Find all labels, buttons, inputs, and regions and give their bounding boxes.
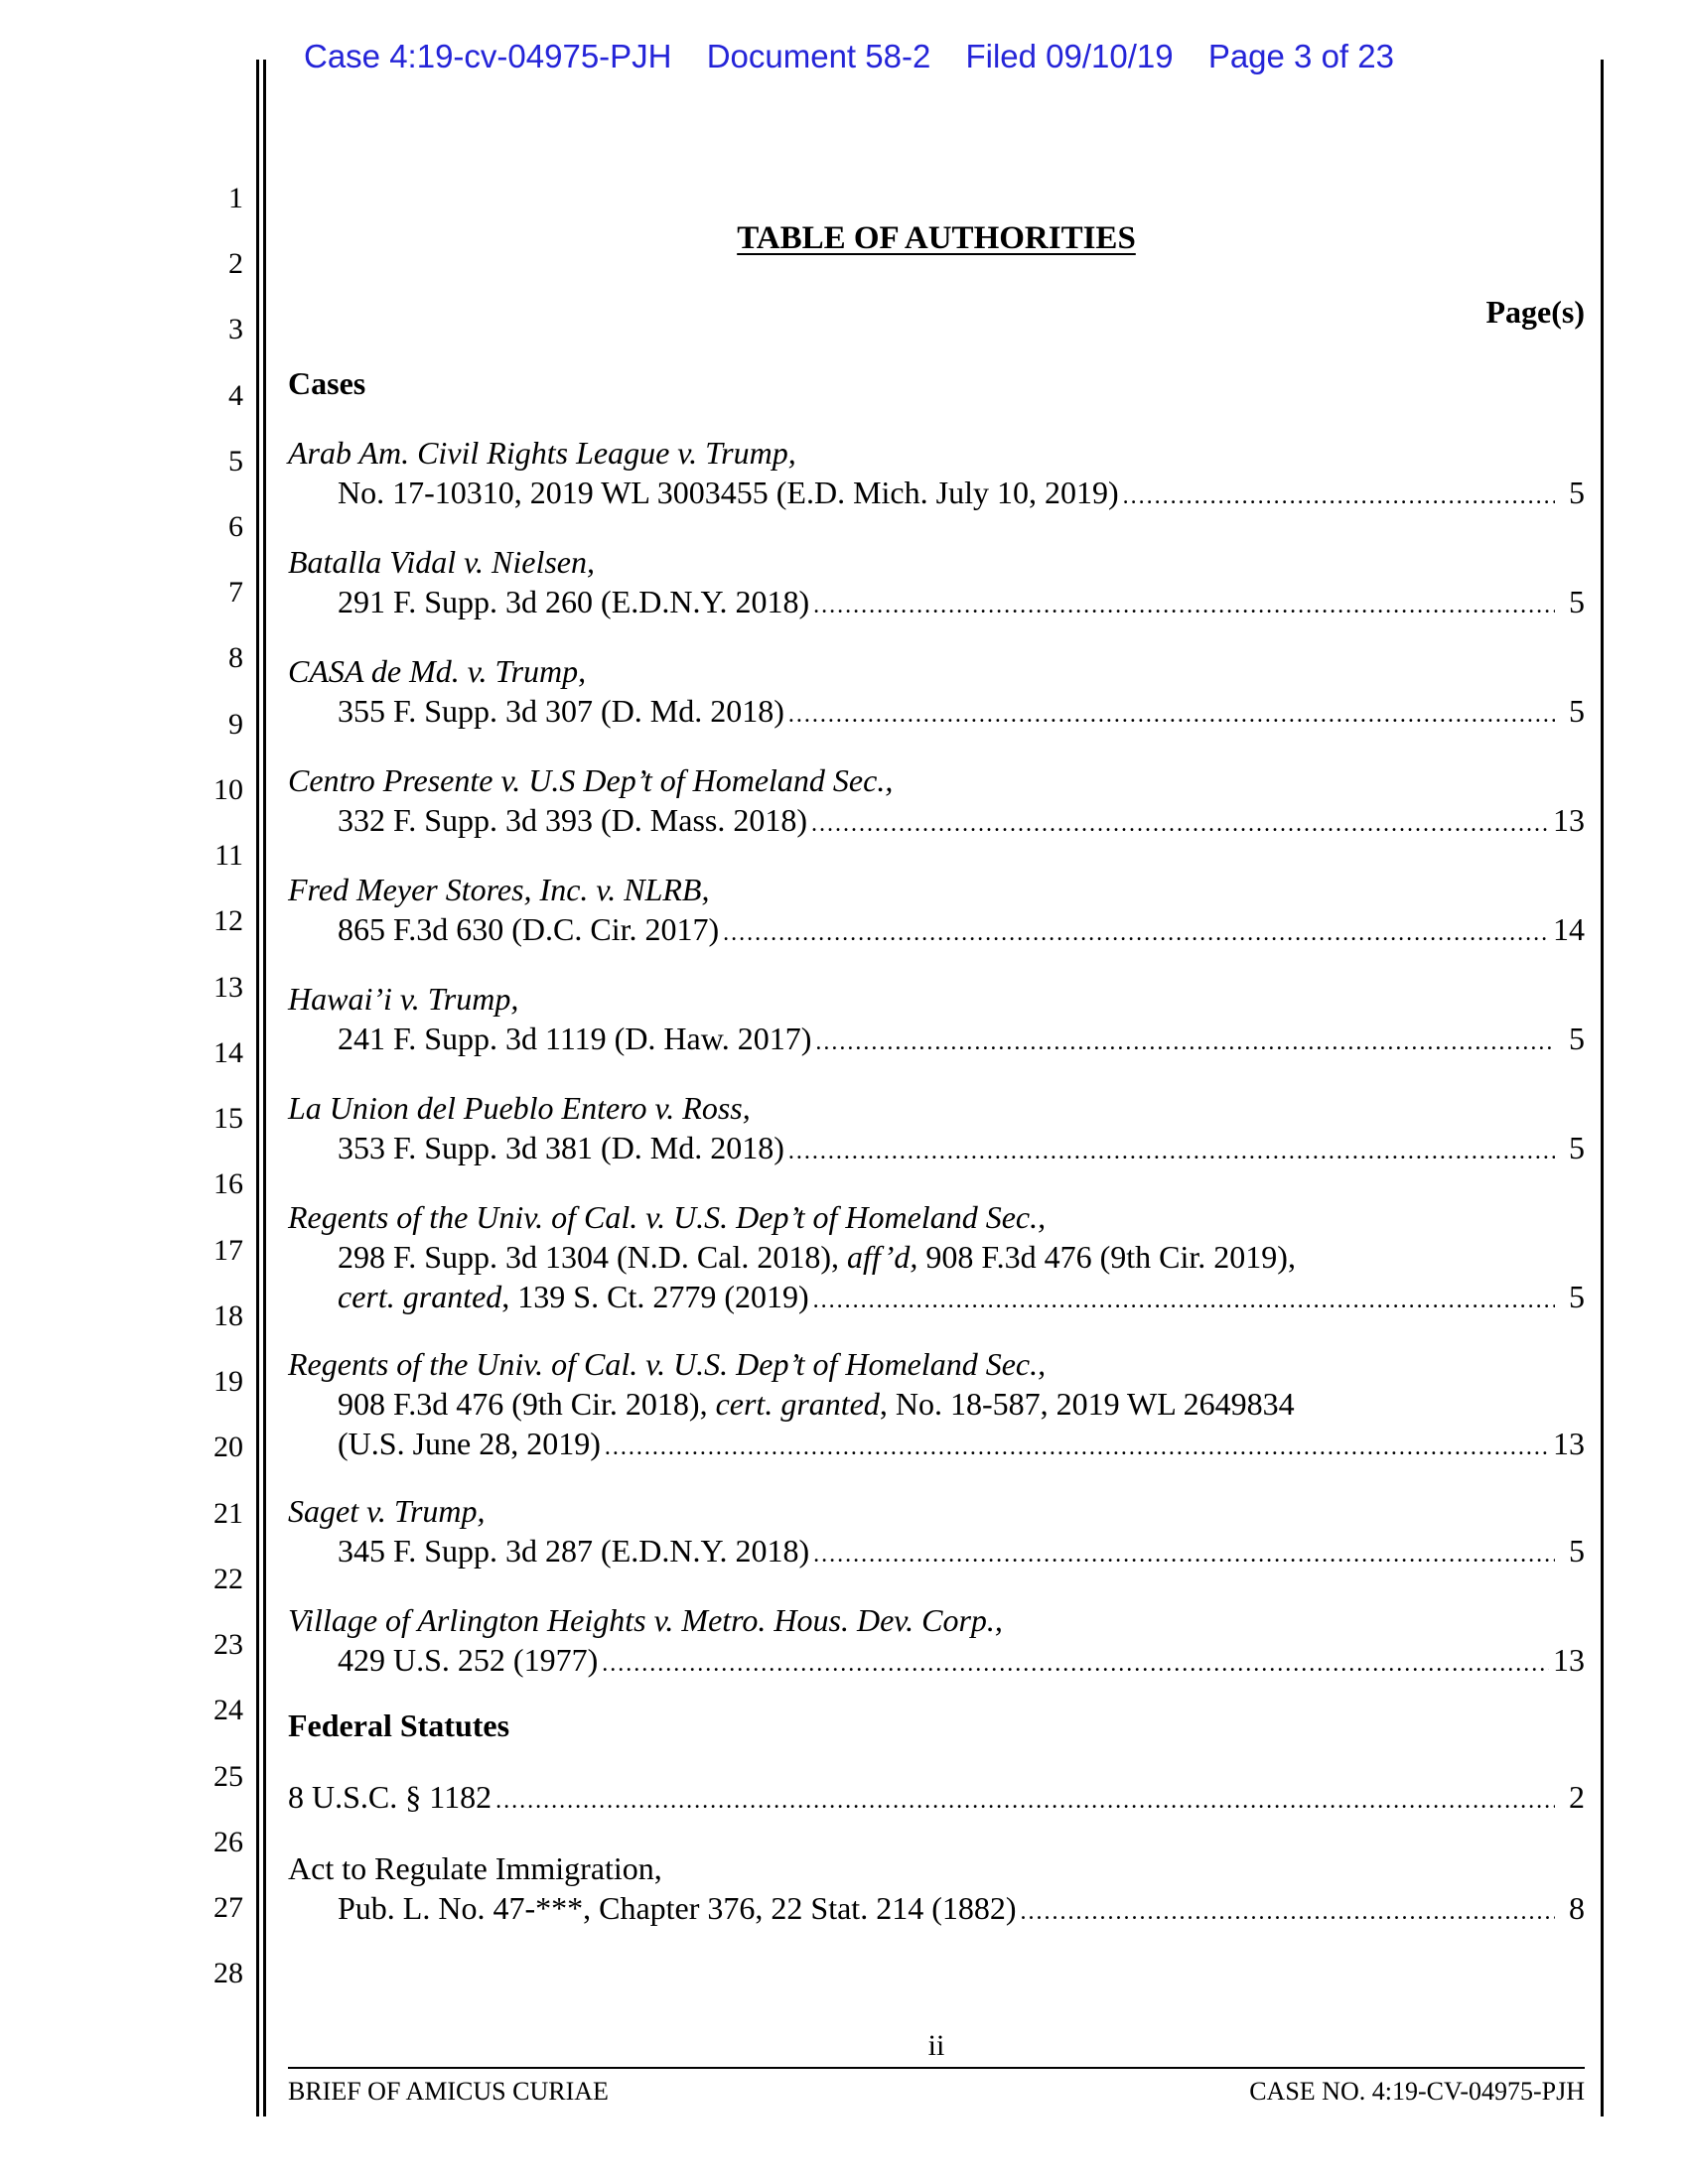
line-number: 11 [214, 839, 243, 872]
case-citation: 291 F. Supp. 3d 260 (E.D.N.Y. 2018) [338, 584, 810, 619]
page-reference: 5 [1569, 693, 1585, 729]
section-heading-cases: Cases [288, 365, 366, 401]
line-number: 19 [213, 1365, 243, 1398]
case-entry [288, 870, 1585, 953]
case-name: La Union del Pueblo Entero v. Ross, [288, 1090, 751, 1126]
line-number: 14 [213, 1036, 243, 1069]
line-number: 24 [213, 1694, 243, 1726]
statute-citation: Pub. L. No. 47-***, Chapter 376, 22 Stat. 214 (1882) [338, 1890, 1017, 1926]
left-margin-rule-outer [256, 60, 259, 2116]
case-name: CASA de Md. v. Trump, [288, 653, 587, 689]
case-entry [288, 760, 1585, 844]
footer-brief-title: BRIEF OF AMICUS CURIAE [288, 2077, 609, 2106]
page-reference: 13 [1553, 1642, 1585, 1678]
dot-leader [605, 1428, 1549, 1467]
case-citation-cont: cert. granted, 139 S. Ct. 2779 (2019) [338, 1279, 809, 1314]
line-number: 6 [228, 510, 243, 543]
case-name: Hawai’i v. Trump, [288, 981, 519, 1017]
line-number: 26 [213, 1826, 243, 1858]
page-reference: 13 [1553, 802, 1585, 838]
case-entry [288, 1197, 1585, 1320]
line-number: 4 [228, 379, 243, 412]
table-of-authorities [288, 0, 1585, 2184]
case-name: Batalla Vidal v. Nielsen, [288, 544, 595, 580]
dot-leader [723, 913, 1549, 953]
page-reference: 5 [1569, 1279, 1585, 1314]
line-number: 20 [213, 1431, 243, 1463]
dot-leader [813, 1535, 1555, 1574]
line-number: 13 [213, 971, 243, 1004]
case-citation: 345 F. Supp. 3d 287 (E.D.N.Y. 2018) [338, 1533, 810, 1569]
case-entry [288, 433, 1585, 516]
statute-entry [288, 1777, 1585, 1821]
case-entry [288, 1491, 1585, 1574]
case-entry [288, 979, 1585, 1062]
case-name: Regents of the Univ. of Cal. v. U.S. Dep’t of Homeland Sec., [288, 1199, 1047, 1235]
line-number: 3 [228, 313, 243, 345]
footer-rule [288, 2067, 1585, 2069]
line-number: 17 [213, 1234, 243, 1267]
footer-case-number: CASE NO. 4:19-CV-04975-PJH [1249, 2077, 1585, 2106]
line-number: 9 [228, 708, 243, 741]
line-number: 10 [213, 773, 243, 806]
line-number: 5 [228, 445, 243, 478]
case-citation: 908 F.3d 476 (9th Cir. 2018), cert. granted, No. 18-587, 2019 WL 2649834 [338, 1386, 1295, 1422]
case-citation: 353 F. Supp. 3d 381 (D. Md. 2018) [338, 1130, 784, 1165]
case-entry [288, 1088, 1585, 1171]
line-number: 27 [213, 1891, 243, 1924]
line-number: 12 [213, 904, 243, 937]
page-reference: 5 [1569, 584, 1585, 619]
case-name: Regents of the Univ. of Cal. v. U.S. Dep’t of Homeland Sec., [288, 1346, 1047, 1382]
page-reference: 2 [1569, 1779, 1585, 1815]
page-reference: 5 [1569, 1021, 1585, 1056]
dot-leader [815, 1023, 1555, 1062]
page-reference: 5 [1569, 475, 1585, 510]
page-reference: 5 [1569, 1130, 1585, 1165]
left-margin-rule-inner [263, 60, 266, 2116]
line-number: 28 [213, 1957, 243, 1989]
dot-leader [495, 1781, 1555, 1821]
dot-leader [788, 1132, 1555, 1171]
header-filed-date: Filed 09/10/19 [965, 38, 1174, 74]
statute-name: Act to Regulate Immigration, [288, 1850, 662, 1886]
case-entry [288, 1344, 1585, 1467]
dot-leader [811, 804, 1549, 844]
case-citation: 298 F. Supp. 3d 1304 (N.D. Cal. 2018), aff’d, 908 F.3d 476 (9th Cir. 2019), [338, 1239, 1296, 1275]
case-entry [288, 1600, 1585, 1684]
header-case-number: Case 4:19-cv-04975-PJH [304, 38, 672, 74]
line-number: 15 [213, 1102, 243, 1135]
line-number: 16 [213, 1167, 243, 1200]
case-citation: 332 F. Supp. 3d 393 (D. Mass. 2018) [338, 802, 808, 838]
page-reference: 5 [1569, 1533, 1585, 1569]
line-number: 1 [228, 182, 243, 214]
case-citation: 865 F.3d 630 (D.C. Cir. 2017) [338, 911, 720, 947]
case-name: Saget v. Trump, [288, 1493, 486, 1529]
line-number: 2 [228, 247, 243, 280]
page-reference: 13 [1553, 1426, 1585, 1461]
case-citation: No. 17-10310, 2019 WL 3003455 (E.D. Mich. July 10, 2019) [338, 475, 1119, 510]
case-citation: 241 F. Supp. 3d 1119 (D. Haw. 2017) [338, 1021, 812, 1056]
dot-leader [788, 695, 1555, 735]
page-number: ii [927, 2029, 945, 2062]
line-number: 7 [228, 576, 243, 609]
case-name: Fred Meyer Stores, Inc. v. NLRB, [288, 872, 710, 907]
case-citation: 355 F. Supp. 3d 307 (D. Md. 2018) [338, 693, 784, 729]
case-name: Village of Arlington Heights v. Metro. Hous. Dev. Corp., [288, 1602, 1003, 1638]
dot-leader [813, 1281, 1555, 1320]
dot-leader [1123, 477, 1555, 516]
line-number: 22 [213, 1563, 243, 1595]
header-document: Document 58-2 [706, 38, 931, 74]
case-entry [288, 542, 1585, 625]
pages-column-label: Page(s) [1485, 294, 1585, 330]
line-number: 18 [213, 1299, 243, 1332]
section-heading-federal-statutes: Federal Statutes [288, 1707, 510, 1743]
right-margin-rule [1601, 60, 1604, 2116]
header-page: Page 3 of 23 [1207, 38, 1394, 74]
page-reference: 8 [1569, 1890, 1585, 1926]
page-title: TABLE OF AUTHORITIES [737, 220, 1136, 256]
case-name: Arab Am. Civil Rights League v. Trump, [288, 435, 796, 471]
statute-citation: 8 U.S.C. § 1182 [288, 1779, 492, 1815]
case-citation: 429 U.S. 252 (1977) [338, 1642, 599, 1678]
page-reference: 14 [1553, 911, 1585, 947]
case-name: Centro Presente v. U.S Dep’t of Homeland Sec., [288, 762, 894, 798]
case-entry [288, 651, 1585, 735]
case-citation-cont: (U.S. June 28, 2019) [338, 1426, 601, 1461]
dot-leader [602, 1644, 1549, 1684]
line-number: 25 [213, 1760, 243, 1793]
statute-entry [288, 1848, 1585, 1932]
dot-leader [813, 586, 1555, 625]
dot-leader [1021, 1892, 1556, 1932]
line-number: 8 [228, 641, 243, 674]
line-number: 23 [213, 1628, 243, 1661]
line-number: 21 [213, 1497, 243, 1530]
